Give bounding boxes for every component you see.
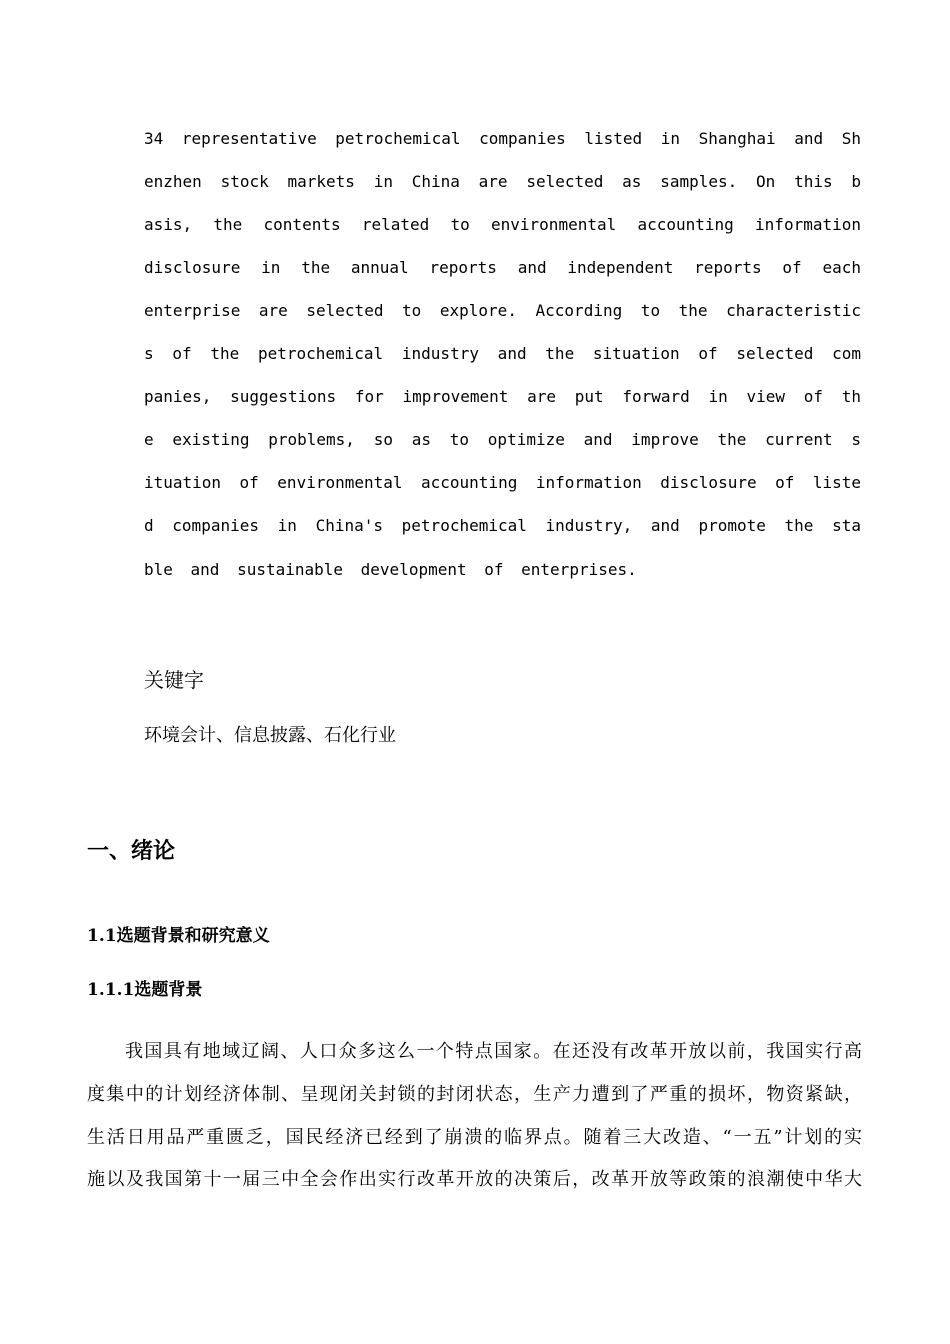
section-title: 1.1选题背景和研究意义 xyxy=(87,926,270,946)
abstract-line: s of the petrochemical industry and the situation of selected com xyxy=(144,344,861,363)
body-line: 度集中的计划经济体制、呈现闭关封锁的封闭状态，生产力遭到了严重的损坏，物资紧缺， xyxy=(87,1084,862,1105)
abstract-line: e existing problems, so as to optimize and improve the current s xyxy=(144,430,861,449)
keywords-text: 环境会计、信息披露、石化行业 xyxy=(144,725,396,746)
abstract-line: ituation of environmental accounting information disclosure of liste xyxy=(144,473,861,492)
chapter-title: 一、绪论 xyxy=(87,838,176,864)
abstract-line: panies, suggestions for improvement are put forward in view of th xyxy=(144,387,861,406)
abstract-line: disclosure in the annual reports and independent reports of each xyxy=(144,258,861,277)
body-line: 生活日用品严重匮乏，国民经济已经到了崩溃的临界点。随着三大改造、“一五”计划的实 xyxy=(87,1127,862,1148)
body-line: 我国具有地域辽阔、人口众多这么一个特点国家。在还没有改革开放以前，我国实行高 xyxy=(125,1041,862,1062)
abstract-line: 34 representative petrochemical companies listed in Shanghai and Sh xyxy=(144,129,861,148)
abstract-line: enterprise are selected to explore. According to the characteristic xyxy=(144,301,861,320)
abstract-line: enzhen stock markets in China are selected as samples. On this b xyxy=(144,172,861,191)
abstract-line: ble and sustainable development of enterprises. xyxy=(144,560,637,579)
abstract-line: asis, the contents related to environmental accounting information xyxy=(144,215,861,234)
subsection-title: 1.1.1选题背景 xyxy=(87,980,203,1000)
abstract-line: d companies in China's petrochemical industry, and promote the sta xyxy=(144,516,861,535)
body-line: 施以及我国第十一届三中全会作出实行改革开放的决策后，改革开放等政策的浪潮使中华大 xyxy=(87,1169,862,1190)
keywords-heading: 关键字 xyxy=(144,668,204,692)
